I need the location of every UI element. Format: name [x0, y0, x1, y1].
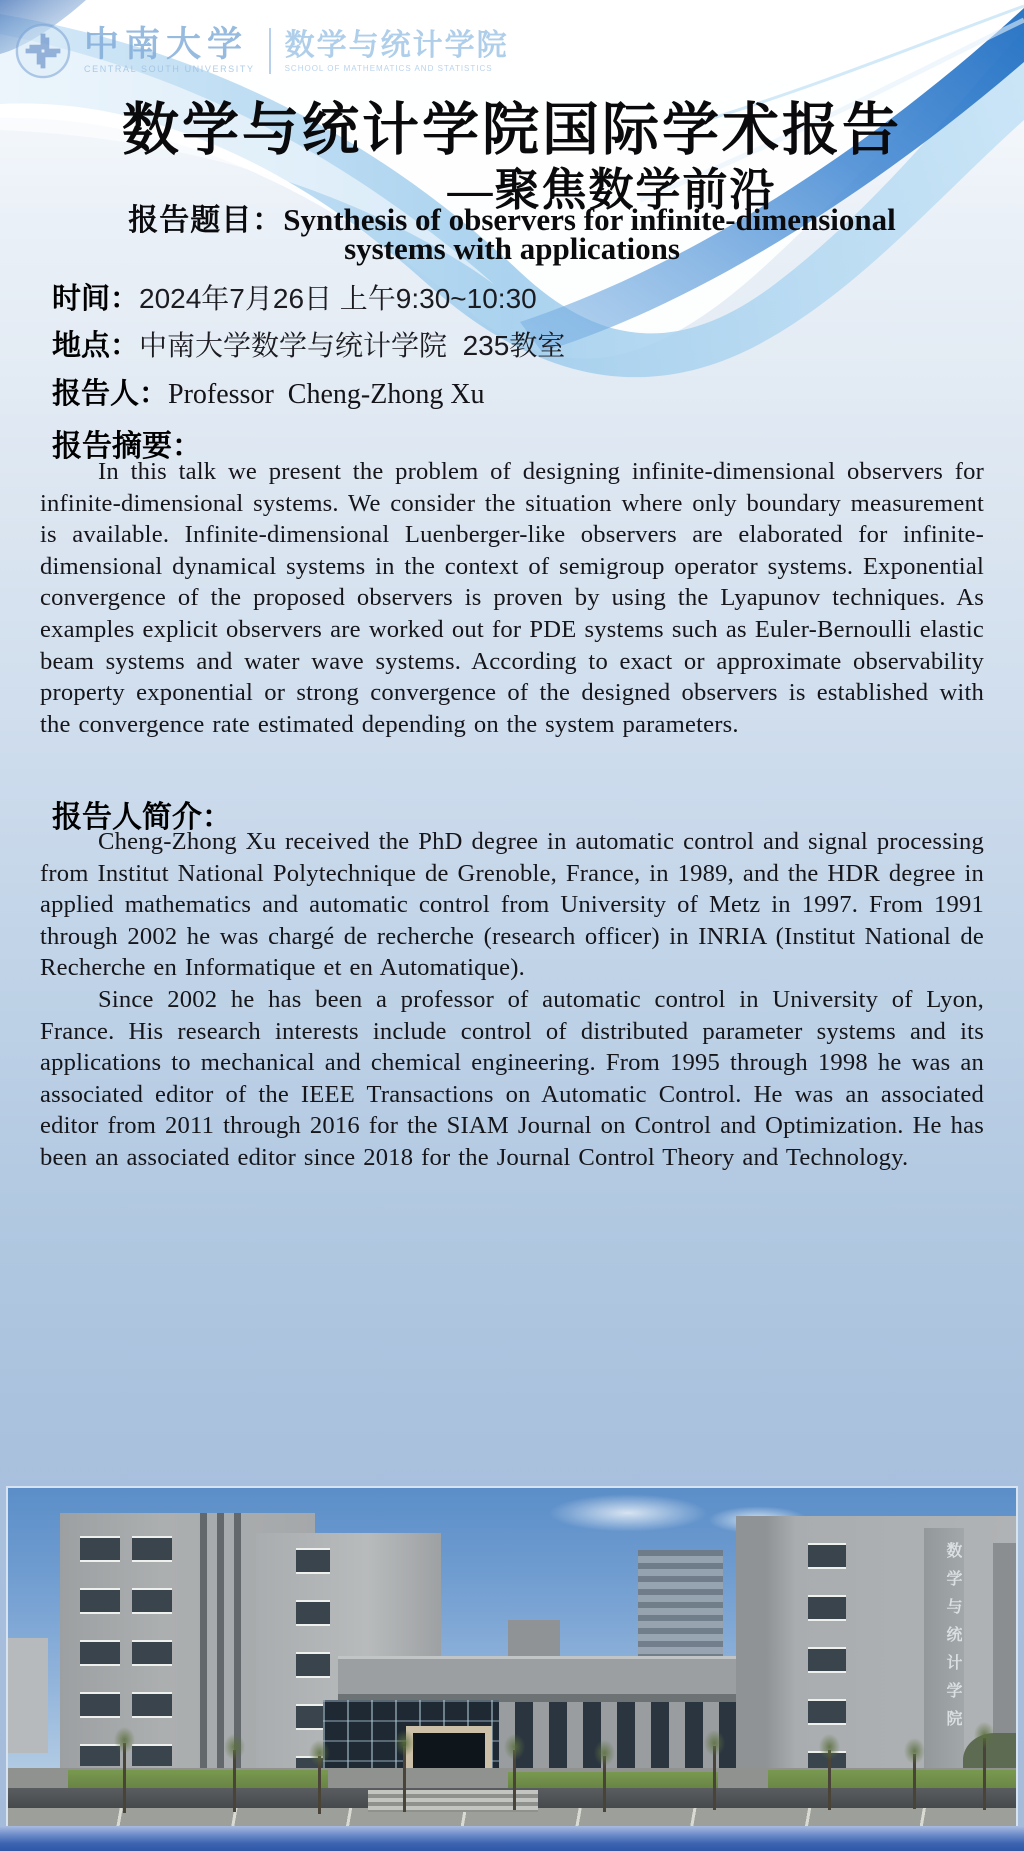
location-value: 中南大学数学与统计学院 235教室: [139, 330, 566, 361]
abstract-section: [40, 456, 984, 740]
abstract-heading: 报告摘要：: [52, 430, 202, 463]
building-sign: 数学与统计学院: [944, 1542, 961, 1738]
photo-connecting-slab: [338, 1656, 762, 1702]
campus-photo: [8, 1488, 1016, 1826]
photo-tree: [403, 1746, 406, 1812]
photo-tree: [713, 1746, 716, 1810]
poster-main-title: 数学与统计学院国际学术报告: [122, 99, 902, 162]
photo-tree: [828, 1750, 831, 1810]
photo-tree: [983, 1738, 986, 1810]
report-title-text-1: Synthesis of observers for infinite-dimensional: [283, 202, 896, 237]
bio-section: [40, 826, 984, 1174]
speaker-row: [52, 371, 485, 412]
photo-tree: [513, 1750, 516, 1810]
photo-tree: [913, 1754, 916, 1809]
abstract-text: In this talk we present the problem of designing infinite-dimensional observers for infinite-dimensional systems. We consider the situation where only boundary measurement is available. Infinite-dimensional Luenberger-like observers are elaborated for infinite-dimensional dynamical systems in the context of semigroup operator systems. Exponential convergence of the proposed observers is proven by using the Lyapunov techniques. As examples explicit observers are worked out for PDE systems such as Euler-Bernoulli elastic beam systems and water wave systems. According to exact or approximate observability property exponential or strong convergence of the designed observers is established with the convergence rate estimated depending on the system parameters.: [40, 458, 984, 738]
university-name-en: CENTRAL SOUTH UNIVERSITY: [84, 64, 255, 74]
logo-divider: [269, 28, 271, 74]
location-label: 地点：: [52, 330, 140, 362]
photo-roof-structure: [508, 1620, 560, 1658]
school-name-cn: 数学与统计学院: [284, 28, 509, 62]
location-row: [52, 323, 565, 364]
poster-subtitle: —聚焦数学前沿: [447, 165, 777, 215]
time-value: 2024年7月26日 上午9:30~10:30: [139, 283, 537, 314]
speaker-value: Professor Cheng-Zhong Xu: [168, 379, 485, 410]
photo-tree: [318, 1756, 321, 1814]
csu-logo: [14, 22, 509, 80]
photo-sign-strip: [924, 1528, 964, 1778]
csu-emblem-icon: [14, 22, 72, 80]
report-title-line2: [0, 231, 1024, 267]
school-name-en: SCHOOL OF MATHEMATICS AND STATISTICS: [284, 63, 493, 73]
university-name-cn: 中南大学: [84, 25, 249, 64]
speaker-label: 报告人：: [52, 378, 169, 410]
bio-heading: 报告人简介：: [52, 801, 232, 834]
photo-cloud: [548, 1494, 708, 1532]
photo-windows: [132, 1536, 172, 1766]
time-label: 时间：: [52, 283, 140, 315]
bio-paragraph-2: Since 2002 he has been a professor of automatic control in University of Lyon, France. His research interests include control of distributed parameter systems and its applications to mechanical and chemical engineering. From 1995 through 1998 he was an associated editor of the IEEE Transactions on Automatic Control. He was an associated editor from 2011 through 2016 for the SIAM Journal on Control and Optimization. He has been an associated editor since 2018 for the Journal Control Theory and Technology.: [40, 985, 984, 1171]
time-row: [52, 276, 537, 317]
photo-tree: [603, 1756, 606, 1812]
photo-left-wall: [8, 1638, 48, 1753]
bio-paragraph-1: Cheng-Zhong Xu received the PhD degree in automatic control and signal processing from Institut National Polytechnique de Grenoble, France, in 1989, and the HDR degree in applied mathematics and automatic control from University of Metz in 1997. From 1991 through 2002 he was chargé de recherche (research officer) in INRIA (Institut National de Recherche en Informatique et en Automatique).: [40, 828, 984, 982]
photo-tree: [233, 1750, 236, 1812]
report-title-label: 报告题目：: [128, 204, 284, 237]
photo-tree: [123, 1743, 126, 1813]
bottom-bar: [0, 1826, 1024, 1851]
report-title-text-2: systems with applications: [344, 231, 680, 266]
